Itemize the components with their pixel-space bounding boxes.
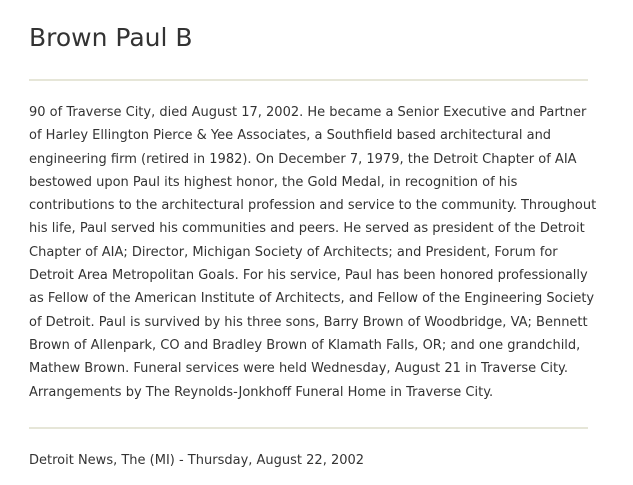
body-line: as Fellow of the American Institute of Architects, and Fellow of the Engineering Society xyxy=(29,291,595,307)
body-line: bestowed upon Paul its highest honor, the Gold Medal, in recognition of his xyxy=(29,174,518,190)
body-line: contributions to the architectural profession and service to the community. Throughout xyxy=(29,198,597,214)
body-line: Arrangements by The Reynolds-Jonkhoff Funeral Home in Traverse City. xyxy=(29,384,494,400)
obituary-body xyxy=(29,101,597,404)
source-citation: Detroit News, The (MI) - Thursday, August 22, 2002 xyxy=(29,453,365,468)
body-line: Chapter of AIA; Director, Michigan Society of Architects; and President, Forum for xyxy=(29,244,558,260)
body-line: Mathew Brown. Funeral services were held Wednesday, August 21 in Traverse City. xyxy=(29,361,569,377)
source-divider xyxy=(29,427,588,429)
body-line: 90 of Traverse City, died August 17, 2002. He became a Senior Executive and Partner xyxy=(29,105,587,120)
body-line: Brown of Allenpark, CO and Bradley Brown of Klamath Falls, OR; and one grandchild, xyxy=(29,337,581,353)
body-line: Detroit Area Metropolitan Goals. For his service, Paul has been honored professionally xyxy=(29,268,588,284)
body-line: his life, Paul served his communities and peers. He served as president of the Detroit xyxy=(29,221,585,237)
body-line: engineering firm (retired in 1982). On December 7, 1979, the Detroit Chapter of AIA xyxy=(29,151,577,167)
page-title: Brown Paul B xyxy=(29,23,193,52)
body-line: of Harley Ellington Pierce & Yee Associates, a Southfield based architectural and xyxy=(29,128,552,144)
title-divider xyxy=(29,79,588,81)
body-line: of Detroit. Paul is survived by his three sons, Barry Brown of Woodbridge, VA; Bennett xyxy=(29,314,588,330)
